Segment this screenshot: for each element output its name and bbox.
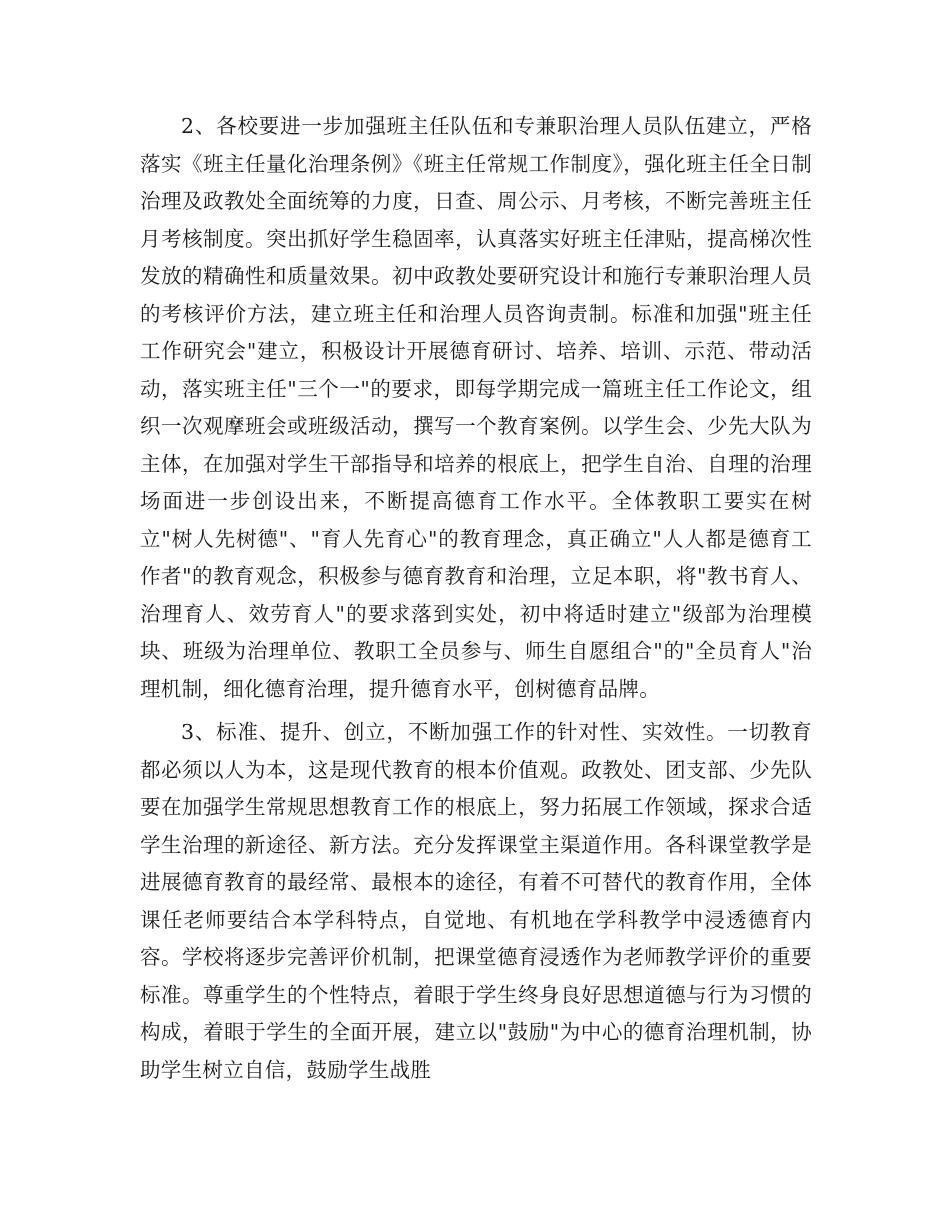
document-page bbox=[140, 108, 812, 1095]
paragraph-1: 2、各校要进一步加强班主任队伍和专兼职治理人员队伍建立，严格落实《班主任量化治理条例》《班主任常规工作制度》，强化班主任全日制治理及政教处全面统筹的力度，日查、周公示、月考核，不断完善班主任月考核制度。突出抓好学生稳固率，认真落实好班主任津贴，提高梯次性发放的精确性和质量效果。初中政教处要研究设计和施行专兼职治理人员的考核评价方法，建立班主任和治理人员咨询责制。标准和加强"班主任工作研究会"建立，积极设计开展德育研讨、培养、培训、示范、带动活动，落实班主任"三个一"的要求，即每学期完成一篇班主任工作论文，组织一次观摩班会或班级活动，撰写一个教育案例。以学生会、少先大队为主体，在加强对学生干部指导和培养的根底上，把学生自治、自理的治理场面进一步创设出来，不断提高德育工作水平。全体教职工要实在树立"树人先树德"、"育人先育心"的教育理念，真正确立"人人都是德育工作者"的教育观念，积极参与德育教育和治理，立足本职，将"教书育人、治理育人、效劳育人"的要求落到实处，初中将适时建立"级部为治理模块、班级为治理单位、教职工全员参与、师生自愿组合"的"全员育人"治理机制，细化德育治理，提升德育水平，创树德育品牌。 bbox=[140, 114, 812, 701]
paragraph-2: 3、标准、提升、创立，不断加强工作的针对性、实效性。一切教育都必须以人为本，这是现代教育的根本价值观。政教处、团支部、少先队要在加强学生常规思想教育工作的根底上，努力拓展工作领域，探求合适学生治理的新途径、新方法。充分发挥课堂主渠道作用。各科课堂教学是进展德育教育的最经常、最根本的途径，有着不可替代的教育作用，全体课任老师要结合本学科特点，自觉地、有机地在学科教学中浸透德育内容。学校将逐步完善评价机制，把课堂德育浸透作为老师教学评价的重要标准。尊重学生的个性特点，着眼于学生终身良好思想道德与行为习惯的构成，着眼于学生的全面开展，建立以"鼓励"为中心的德育治理机制，协助学生树立自信，鼓励学生战胜 bbox=[140, 720, 812, 1082]
